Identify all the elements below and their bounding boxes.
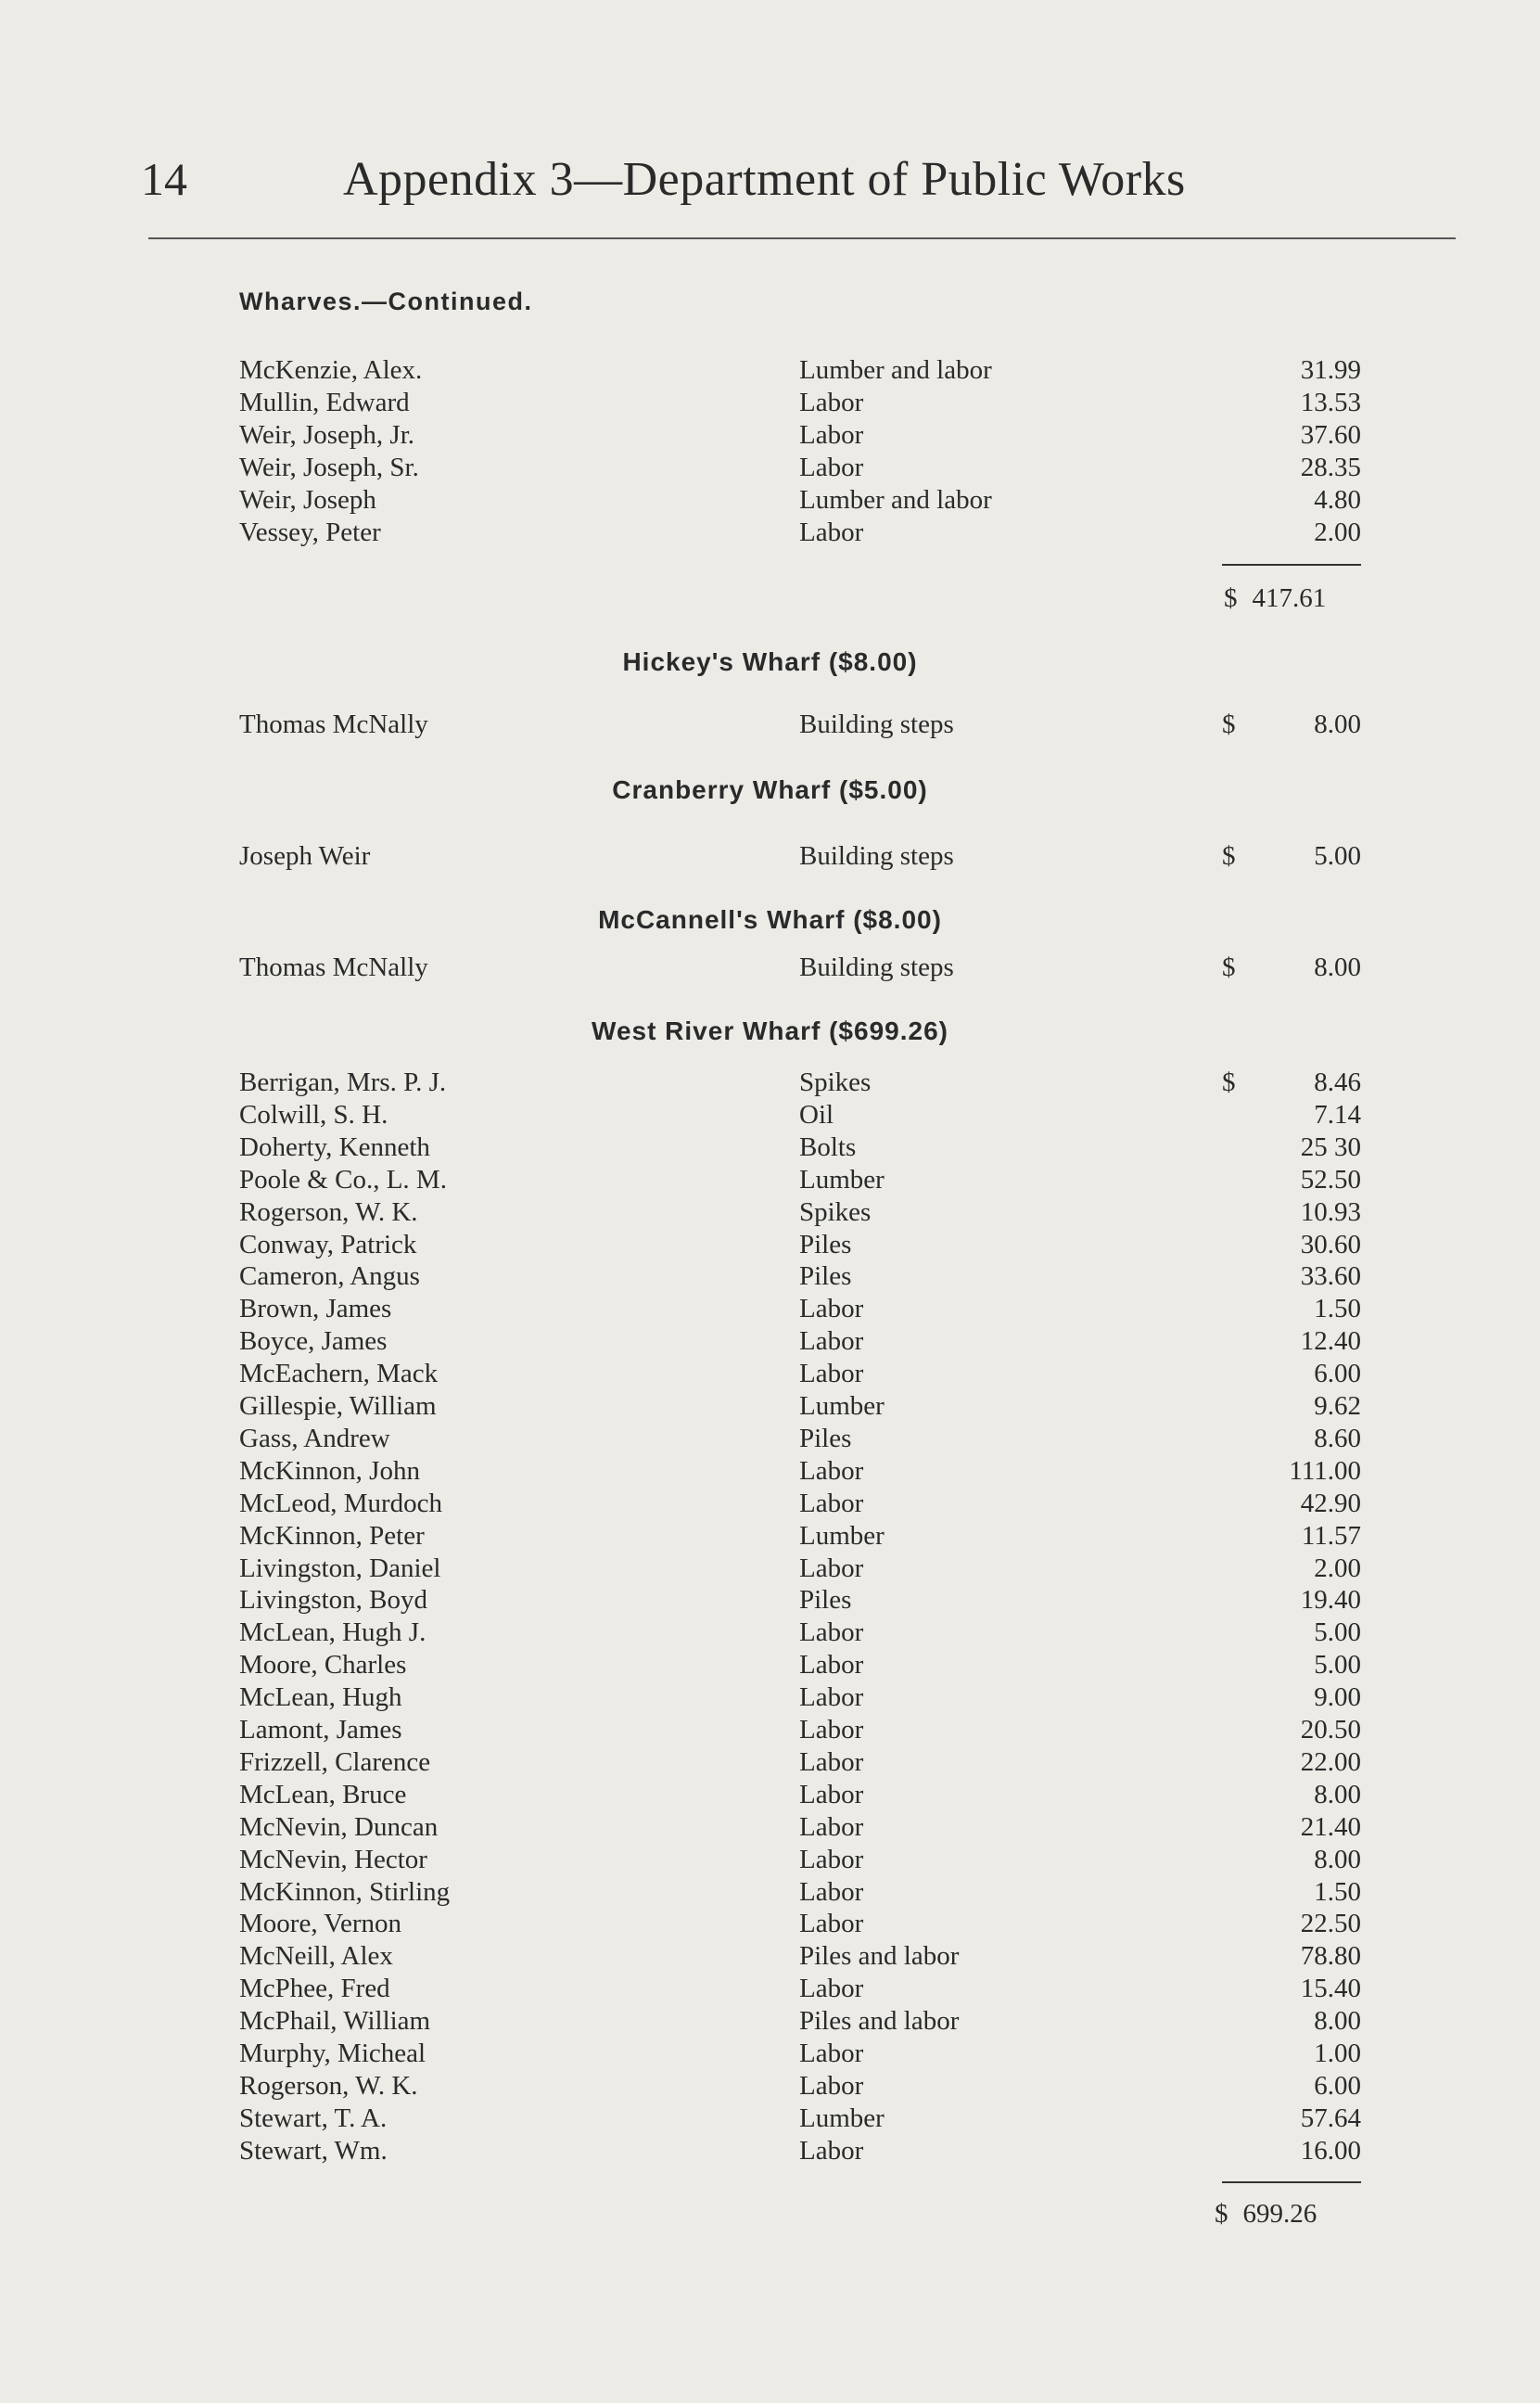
entry-name: Livingston, Boyd: [239, 1585, 428, 1616]
entry-item: Lumber: [799, 1520, 885, 1551]
entry-item: Piles: [799, 1229, 852, 1259]
table-row: [239, 1099, 1361, 1131]
entry-item: Labor: [799, 1553, 864, 1583]
dot-leader: [894, 1390, 1216, 1422]
entry-name: McKinnon, Stirling: [239, 1876, 451, 1907]
entry-amount: 8.00: [1314, 709, 1361, 739]
dot-leader: [450, 1553, 792, 1584]
dot-leader: [429, 1455, 792, 1487]
entry-amount: 13.53: [1300, 388, 1361, 417]
entry-amount: 2.00: [1314, 518, 1361, 547]
dot-leader: [439, 1746, 792, 1778]
entry-item: Piles and labor: [799, 2006, 960, 2037]
dot-leader: [843, 1099, 1216, 1131]
dot-leader: [968, 2005, 1216, 2037]
dot-leader: [872, 1681, 1216, 1713]
table-row: [239, 484, 1361, 516]
entry-item: Labor: [799, 1650, 864, 1681]
dot-leader: [415, 1649, 792, 1681]
entry-amount: 5.00: [1314, 1617, 1361, 1648]
section-title: Wharves.—Continued.: [239, 288, 533, 315]
dot-leader: [397, 1099, 792, 1131]
west-river-total: [1215, 2198, 1317, 2230]
entry-amount: 22.00: [1300, 1746, 1361, 1777]
dot-leader: [379, 840, 792, 872]
table-row: [239, 1714, 1361, 1745]
dot-leader: [872, 2070, 1216, 2102]
dot-leader: [424, 419, 792, 451]
entry-item: Labor: [799, 1682, 864, 1713]
entry-amount: 42.90: [1300, 1488, 1361, 1518]
dot-leader: [872, 1649, 1216, 1681]
dot-leader: [434, 1520, 792, 1552]
entry-amount: 6.00: [1314, 2070, 1361, 2101]
entry-amount: 8.00: [1314, 2006, 1361, 2037]
dot-leader: [872, 419, 1216, 451]
table-row: [239, 1488, 1361, 1519]
dot-leader: [411, 1908, 792, 1939]
dot-leader: [872, 1617, 1216, 1648]
table-row: [239, 1260, 1361, 1292]
entry-item: Building steps: [799, 952, 954, 982]
entry-name: Weir, Joseph: [239, 485, 376, 515]
entry-item: Spikes: [799, 1067, 872, 1097]
entry-amount: 21.40: [1300, 1811, 1361, 1842]
dot-leader: [455, 1067, 792, 1098]
table-row: [239, 1649, 1361, 1681]
dot-leader: [860, 1260, 1216, 1292]
entry-name: McKinnon, John: [239, 1455, 420, 1486]
entry-item: Labor: [799, 2070, 864, 2101]
dot-leader: [880, 1196, 1216, 1228]
entry-item: Labor: [799, 518, 864, 547]
entry-item: Labor: [799, 1811, 864, 1842]
dot-leader: [400, 1423, 792, 1454]
dot-leader: [865, 1131, 1216, 1163]
dot-leader: [872, 1358, 1216, 1389]
entry-amount: 4.80: [1314, 485, 1361, 515]
table-row: [239, 1358, 1361, 1389]
dot-leader: [872, 1553, 1216, 1584]
table-row: [239, 1229, 1361, 1260]
entry-item: Labor: [799, 1326, 864, 1357]
entry-amount: 5.00: [1314, 1650, 1361, 1681]
table-row: [239, 2135, 1361, 2167]
entry-amount: 8.00: [1314, 952, 1361, 982]
entry-item: Labor: [799, 1455, 864, 1486]
entry-item: Labor: [799, 1909, 864, 1939]
table-row: [239, 840, 1361, 872]
dot-leader: [872, 2038, 1216, 2069]
entry-item: Labor: [799, 1488, 864, 1518]
entry-name: McLean, Hugh: [239, 1682, 402, 1713]
dot-leader: [963, 952, 1216, 983]
entry-item: Lumber: [799, 1164, 885, 1195]
entry-item: Bolts: [799, 1131, 857, 1162]
dot-leader: [447, 1358, 792, 1389]
cranberry-wharf-title: Cranberry Wharf ($5.00): [612, 775, 928, 804]
wharves-total: [1224, 582, 1326, 614]
hickeys-wharf-title: Hickey's Wharf ($8.00): [622, 647, 918, 676]
dot-leader: [437, 1844, 792, 1875]
dot-leader: [401, 1293, 792, 1324]
table-row: [239, 1131, 1361, 1163]
header-rule: [148, 237, 1456, 239]
entry-amount: 25 30: [1300, 1131, 1361, 1162]
dot-leader: [894, 1520, 1216, 1552]
table-row: [239, 2038, 1361, 2069]
entry-amount: 8.00: [1314, 1779, 1361, 1809]
dot-leader: [446, 1390, 792, 1422]
dot-leader: [396, 2103, 792, 2134]
entry-name: Poole & Co., L. M.: [239, 1164, 447, 1195]
dot-leader: [1001, 484, 1216, 516]
table-row: [239, 1779, 1361, 1810]
table-row: [239, 387, 1361, 418]
entry-amount: 28.35: [1300, 453, 1361, 482]
entry-item: Spikes: [799, 1196, 872, 1227]
dot-leader: [456, 1164, 792, 1195]
entry-item: Lumber and labor: [799, 485, 992, 515]
dot-leader: [439, 2005, 792, 2037]
entry-name: Vessey, Peter: [239, 518, 381, 547]
dot-leader: [459, 1876, 792, 1908]
wharves-total-rule: [1222, 564, 1361, 566]
dollar-sign: $: [1222, 709, 1236, 739]
entry-item: Piles: [799, 1585, 852, 1616]
page-number: 14: [141, 153, 187, 205]
entry-name: Colwill, S. H.: [239, 1099, 388, 1130]
entry-amount: 78.80: [1300, 1941, 1361, 1972]
dot-leader: [415, 1779, 792, 1810]
entry-item: Labor: [799, 1617, 864, 1648]
entry-item: Piles and labor: [799, 1941, 960, 1972]
dot-leader: [872, 2135, 1216, 2167]
table-row: [239, 1520, 1361, 1552]
dot-leader: [872, 1908, 1216, 1939]
table-row: [239, 2005, 1361, 2037]
entry-amount: 1.00: [1314, 2039, 1361, 2068]
dot-leader: [872, 1779, 1216, 1810]
entry-item: Labor: [799, 388, 864, 417]
entry-name: Stewart, T. A.: [239, 2103, 388, 2133]
dot-leader: [872, 1714, 1216, 1745]
entry-name: Moore, Charles: [239, 1650, 407, 1681]
dot-leader: [435, 1617, 792, 1648]
entry-amount: 9.00: [1314, 1682, 1361, 1713]
dot-leader: [872, 1325, 1216, 1357]
table-row: [239, 1067, 1361, 1098]
entry-name: McKinnon, Peter: [239, 1520, 425, 1551]
dot-leader: [872, 387, 1216, 418]
entry-name: McNevin, Duncan: [239, 1811, 439, 1842]
entry-name: Lamont, James: [239, 1715, 402, 1745]
entry-amount: 22.50: [1300, 1909, 1361, 1939]
entry-item: Labor: [799, 453, 864, 482]
table-row: [239, 1973, 1361, 2004]
entry-name: McNevin, Hector: [239, 1844, 427, 1874]
dot-leader: [426, 1229, 792, 1260]
entry-item: Labor: [799, 420, 864, 450]
entry-name: McEachern, Mack: [239, 1359, 439, 1389]
entry-name: Boyce, James: [239, 1326, 388, 1357]
table-row: [239, 1325, 1361, 1357]
entry-name: Livingston, Daniel: [239, 1553, 441, 1583]
entry-item: Labor: [799, 2039, 864, 2068]
entry-name: Moore, Vernon: [239, 1909, 402, 1939]
entry-name: Gass, Andrew: [239, 1423, 390, 1453]
table-row: [239, 1811, 1361, 1843]
dot-leader: [429, 1260, 792, 1292]
dot-leader: [402, 1940, 792, 1972]
entry-amount: 52.50: [1300, 1164, 1361, 1195]
entry-amount: 31.99: [1300, 355, 1361, 385]
table-row: [239, 1940, 1361, 1972]
entry-name: Weir, Joseph, Jr.: [239, 420, 415, 450]
entry-item: Labor: [799, 1844, 864, 1874]
dot-leader: [872, 1746, 1216, 1778]
entry-item: Lumber: [799, 1391, 885, 1421]
entry-item: Labor: [799, 1779, 864, 1809]
entry-item: Piles: [799, 1423, 852, 1453]
entry-name: Rogerson, W. K.: [239, 2070, 418, 2101]
table-row: [239, 1553, 1361, 1584]
table-row: [239, 1390, 1361, 1422]
total-amount: 417.61: [1252, 583, 1327, 613]
entry-name: Stewart, Wm.: [239, 2135, 388, 2166]
dot-leader: [872, 1488, 1216, 1519]
mccannells-wharf-title: McCannell's Wharf ($8.00): [598, 905, 942, 934]
page-title: Appendix 3—Department of Public Works: [343, 153, 1186, 206]
dot-leader: [412, 1714, 792, 1745]
entry-name: Thomas McNally: [239, 709, 428, 739]
entry-amount: 111.00: [1289, 1455, 1361, 1486]
table-row: [239, 952, 1361, 983]
dot-leader: [428, 452, 792, 483]
entry-item: Labor: [799, 2135, 864, 2166]
dot-leader: [412, 1681, 792, 1713]
dot-leader: [437, 1584, 792, 1616]
dot-leader: [872, 1876, 1216, 1908]
entry-name: Rogerson, W. K.: [239, 1196, 418, 1227]
entry-item: Oil: [799, 1099, 834, 1130]
entry-name: Murphy, Micheal: [239, 2039, 426, 2068]
entry-amount: 1.50: [1314, 1876, 1361, 1907]
entry-amount: 1.50: [1314, 1294, 1361, 1324]
west-river-wharf-title: West River Wharf ($699.26): [592, 1016, 948, 1045]
entry-item: Labor: [799, 1974, 864, 2004]
table-row: [239, 452, 1361, 483]
dot-leader: [860, 1423, 1216, 1454]
table-row: [239, 2070, 1361, 2102]
dot-leader: [435, 2038, 792, 2069]
entry-amount: 10.93: [1300, 1196, 1361, 1227]
entry-amount: 30.60: [1300, 1229, 1361, 1259]
dot-leader: [419, 387, 792, 418]
entry-item: Labor: [799, 1876, 864, 1907]
entry-name: Brown, James: [239, 1294, 392, 1324]
table-row: [239, 1455, 1361, 1487]
entry-item: Labor: [799, 1715, 864, 1745]
dot-leader: [872, 1811, 1216, 1843]
dot-leader: [427, 2070, 792, 2102]
entry-amount: 9.62: [1314, 1391, 1361, 1421]
table-row: [239, 1293, 1361, 1324]
entry-name: Frizzell, Clarence: [239, 1746, 431, 1777]
entry-name: McPhee, Fred: [239, 1974, 390, 2004]
entry-amount: 16.00: [1300, 2135, 1361, 2166]
dot-leader: [427, 1196, 792, 1228]
entry-name: McKenzie, Alex.: [239, 355, 423, 385]
dot-leader: [439, 1131, 792, 1163]
entry-name: Gillespie, William: [239, 1391, 437, 1421]
entry-name: McLean, Bruce: [239, 1779, 407, 1809]
entry-item: Labor: [799, 1359, 864, 1389]
entry-name: Thomas McNally: [239, 952, 428, 982]
entry-item: Labor: [799, 1746, 864, 1777]
dot-leader: [438, 709, 792, 740]
entry-amount: 6.00: [1314, 1359, 1361, 1389]
table-row: [239, 2103, 1361, 2134]
entry-amount: 20.50: [1300, 1715, 1361, 1745]
entry-amount: 15.40: [1300, 1974, 1361, 2004]
entry-amount: 33.60: [1300, 1261, 1361, 1292]
entry-amount: 8.46: [1314, 1067, 1361, 1097]
dot-leader: [386, 484, 792, 516]
entry-amount: 37.60: [1300, 420, 1361, 450]
table-row: [239, 1617, 1361, 1648]
total-dollar-sign: $: [1215, 2199, 1228, 2229]
entry-amount: 2.00: [1314, 1553, 1361, 1583]
table-row: [239, 1908, 1361, 1939]
table-row: [239, 709, 1361, 740]
entry-item: Building steps: [799, 841, 954, 871]
entry-amount: 5.00: [1314, 841, 1361, 871]
table-row: [239, 1681, 1361, 1713]
entry-name: Doherty, Kenneth: [239, 1131, 430, 1162]
dot-leader: [872, 1293, 1216, 1324]
dot-leader: [968, 1940, 1216, 1972]
entry-name: Weir, Joseph, Sr.: [239, 453, 419, 482]
entry-name: Berrigan, Mrs. P. J.: [239, 1067, 447, 1097]
dot-leader: [396, 1325, 792, 1357]
entry-amount: 8.60: [1314, 1423, 1361, 1453]
entry-item: Building steps: [799, 709, 954, 739]
table-row: [239, 1423, 1361, 1454]
entry-name: McLean, Hugh J.: [239, 1617, 426, 1648]
dot-leader: [963, 709, 1216, 740]
dot-leader: [431, 354, 792, 386]
table-row: [239, 354, 1361, 386]
entry-name: Conway, Patrick: [239, 1229, 417, 1259]
dot-leader: [452, 1488, 792, 1519]
dot-leader: [400, 1973, 792, 2004]
entry-item: Lumber: [799, 2103, 885, 2133]
dot-leader: [1001, 354, 1216, 386]
total-dollar-sign: $: [1224, 583, 1238, 613]
dot-leader: [872, 517, 1216, 548]
dot-leader: [880, 1067, 1216, 1098]
dot-leader: [447, 1811, 792, 1843]
dollar-sign: $: [1222, 1067, 1236, 1097]
table-row: [239, 1746, 1361, 1778]
entry-name: Joseph Weir: [239, 841, 371, 871]
dot-leader: [860, 1584, 1216, 1616]
dot-leader: [963, 840, 1216, 872]
entry-name: McNeill, Alex: [239, 1941, 393, 1972]
entry-name: Cameron, Angus: [239, 1261, 420, 1292]
entry-name: Mullin, Edward: [239, 388, 410, 417]
total-amount: 699.26: [1242, 2199, 1317, 2229]
entry-item: Piles: [799, 1261, 852, 1292]
entry-item: Lumber and labor: [799, 355, 992, 385]
table-row: [239, 1844, 1361, 1875]
entry-amount: 19.40: [1300, 1585, 1361, 1616]
west-river-total-rule: [1222, 2181, 1361, 2183]
dot-leader: [894, 1164, 1216, 1195]
entry-amount: 8.00: [1314, 1844, 1361, 1874]
table-row: [239, 419, 1361, 451]
entry-name: McPhail, William: [239, 2006, 431, 2037]
dot-leader: [397, 2135, 792, 2167]
dollar-sign: $: [1222, 952, 1236, 982]
table-row: [239, 1584, 1361, 1616]
dot-leader: [894, 2103, 1216, 2134]
dot-leader: [860, 1229, 1216, 1260]
dot-leader: [872, 1844, 1216, 1875]
table-row: [239, 517, 1361, 548]
entry-amount: 12.40: [1300, 1326, 1361, 1357]
dollar-sign: $: [1222, 841, 1236, 871]
dot-leader: [390, 517, 792, 548]
table-row: [239, 1876, 1361, 1908]
entry-amount: 7.14: [1314, 1099, 1361, 1130]
dot-leader: [438, 952, 792, 983]
entry-amount: 57.64: [1300, 2103, 1361, 2133]
table-row: [239, 1164, 1361, 1195]
entry-name: McLeod, Murdoch: [239, 1488, 443, 1518]
entry-amount: 11.57: [1301, 1520, 1361, 1551]
dot-leader: [872, 452, 1216, 483]
entry-item: Labor: [799, 1294, 864, 1324]
dot-leader: [872, 1455, 1216, 1487]
table-row: [239, 1196, 1361, 1228]
dot-leader: [872, 1973, 1216, 2004]
